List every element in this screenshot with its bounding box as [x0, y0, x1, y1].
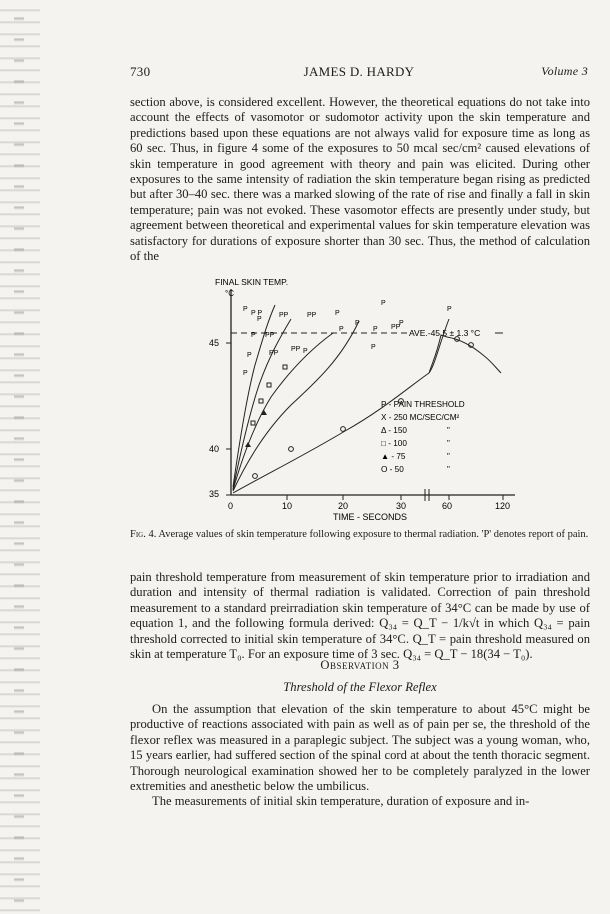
section-subheading: Threshold of the Flexor Reflex — [283, 680, 437, 694]
y-axis-unit: °C — [225, 289, 234, 298]
section-heading: Observation 3 — [320, 658, 400, 672]
pain-marker: PP — [307, 312, 317, 319]
running-head-volume: Volume 3 — [541, 64, 588, 78]
average-label: AVE.-45.5 ± 1.3 °C — [409, 328, 481, 338]
y-axis-title: FINAL SKIN TEMP. — [215, 277, 289, 287]
point-75 — [245, 442, 251, 447]
pain-marker: P — [247, 352, 252, 359]
point-50 — [253, 474, 258, 479]
caption-label: Fig. 4. — [130, 529, 157, 540]
point-50 — [289, 447, 294, 452]
legend-item: ▲ - 75 — [381, 452, 406, 461]
page-number: 730 — [130, 64, 151, 79]
x-axis-label: TIME - SECONDS — [333, 512, 408, 522]
pain-marker: PP — [269, 350, 279, 357]
point-100 — [283, 365, 287, 369]
page-header — [130, 64, 588, 84]
pain-marker: P — [251, 332, 256, 339]
body-paragraph-observation — [130, 702, 590, 810]
legend — [381, 400, 465, 474]
legend-item: □ - 100 — [381, 439, 407, 448]
legend-ditto: " — [447, 465, 450, 474]
x-tick-0: 0 — [228, 501, 234, 511]
paragraph-text: The measurements of initial skin temperature, duration of exposure and in- — [152, 794, 530, 809]
pain-marker: P — [381, 300, 386, 307]
x-tick-60: 60 — [442, 501, 453, 511]
y-tick-45: 45 — [209, 338, 220, 348]
body-paragraph-mid — [130, 570, 590, 662]
legend-item: P - PAIN THRESHOLD — [381, 400, 465, 409]
point-50 — [341, 427, 346, 432]
pain-marker: P — [243, 370, 248, 377]
legend-item: O - 50 — [381, 465, 404, 474]
figure-4 — [195, 275, 535, 525]
legend-item: X - 250 MC/SEC/CM² — [381, 413, 460, 422]
point-100 — [259, 399, 263, 403]
pain-marker: P — [355, 320, 360, 327]
figure-caption — [130, 528, 590, 541]
legend-item: Δ - 150 — [381, 426, 407, 435]
y-tick-35: 35 — [209, 489, 220, 499]
paragraph-text: section above, is considered excellent. However, the theoretical equations do not take into account the effects of vasomotor or sudomotor activity upon the skin temperature and predictions based upon these equations are not always valid for exposure time as long as 60 sec. Thus, in figure 4 some of the exposures to 50 mcal sec/cm² caused elevations of skin temperature in good agreement with theory and pain was elicited. During other exposures to the same intensity of radiation the skin temperature began rising as predicted but after 30–40 sec. there was a marked slowing of the rate of rise and finally a fall in skin temperature; pain was not evoked. These vasomotor effects are presently under study, but agreement between theoretical and experimental values for skin temperature elevation was satisfactory for durations of exposure shorter than 30 sec. Thus, the method of calculation of the — [130, 95, 590, 264]
pain-marker: PP — [391, 324, 401, 331]
pain-marker: P — [447, 306, 452, 313]
x-tick-30: 30 — [396, 501, 407, 511]
y-tick-40: 40 — [209, 444, 220, 454]
x-tick-20: 20 — [338, 501, 349, 511]
pain-marker: P — [339, 326, 344, 333]
pain-marker: PP — [265, 332, 275, 339]
curve-50-fall — [429, 335, 501, 373]
x-tick-10: 10 — [282, 501, 293, 511]
pain-marker: P — [243, 306, 248, 313]
legend-ditto: " — [447, 452, 450, 461]
pain-marker: P — [371, 344, 376, 351]
pain-marker: P — [303, 348, 308, 355]
legend-ditto: " — [447, 426, 450, 435]
body-paragraph-top — [130, 95, 590, 264]
pain-marker: PP — [279, 312, 289, 319]
pain-marker: P — [399, 320, 404, 327]
figure-4-plot — [195, 275, 535, 525]
paragraph-text: pain threshold temperature from measurement of skin temperature prior to irradiation and duration and intensity of thermal radiation is validated. Correction of pain threshold measurement to a standard preirradiation skin temperature of 34°C can be made by use of equation 1, and the following formula derived: Q₃₄ = Q_T − 1/k√t in which Q₃₄ = pain threshold corrected to initial skin temperature of 34°C. Q_T = pain threshold measured on skin at temperature T₀. For an exposure time of 3 sec. Q₃₄ = Q_T − 18(34 − T₀). — [130, 570, 590, 662]
x-tick-120: 120 — [495, 501, 511, 511]
pain-marker: PP — [291, 346, 301, 353]
caption-text: Average values of skin temperature following exposure to thermal radiation. 'P' denotes report of pain. — [158, 529, 589, 540]
pain-marker: P — [373, 326, 378, 333]
legend-ditto: " — [447, 439, 450, 448]
paragraph-text: On the assumption that elevation of the skin temperature to about 45°C might be productive of reactions associated with pain as well as of pain per se, the threshold of the flexor reflex was measured in a paraplegic subject. The subject was a young woman, who, 15 years earlier, had suffered section of the spinal cord at about the tenth thoracic segment. Thorough neurological examination showed her to be completely paralyzed in the lower extremities and anesthetic below the umbilicus. — [130, 702, 590, 794]
book-spine-shadow — [0, 0, 40, 914]
pain-marker: P — [257, 316, 262, 323]
pain-marker: P — [335, 310, 340, 317]
point-100 — [267, 383, 271, 387]
pain-marker: P P — [251, 310, 263, 317]
running-head-author: JAMES D. HARDY — [303, 64, 415, 79]
point-100 — [251, 421, 255, 425]
